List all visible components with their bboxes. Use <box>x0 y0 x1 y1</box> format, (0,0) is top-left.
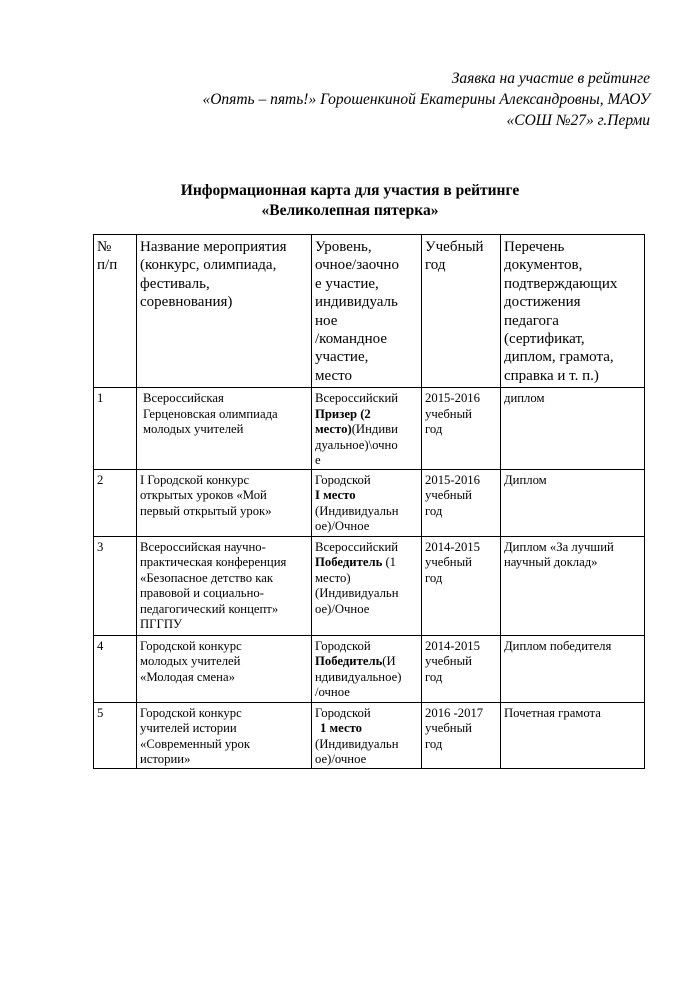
row-num: 1 <box>94 388 137 470</box>
header-line-1: Заявка на участие в рейтинге <box>451 70 650 87</box>
header-line-2: «Опять – пять!» Горошенкиной Екатерины Александровны, МАОУ <box>202 91 650 108</box>
table-row <box>94 536 645 635</box>
row-num: 3 <box>94 536 137 635</box>
table-header-row <box>94 235 645 388</box>
achievements-table <box>93 234 645 769</box>
table-row <box>94 702 645 768</box>
row-level: Всероссийский Призер (2 место)(Индиви дуальное)\очно е <box>312 388 422 470</box>
table-row <box>94 635 645 702</box>
row-event: Всероссийская Герценовская олимпиада молодых учителей <box>137 388 312 470</box>
row-event: I Городской конкурс открытых уроков «Мой первый открытый урок» <box>137 469 312 536</box>
row-level: Городской Победитель(И ндивидуальное) /очное <box>312 635 422 702</box>
title-line-1: Информационная карта для участия в рейтинге <box>180 182 520 199</box>
row-docs: Диплом «За лучший научный доклад» <box>501 536 645 635</box>
row-year: 2014-2015 учебный год <box>422 635 501 702</box>
header-line-3: «СОШ №27» г.Перми <box>506 112 650 129</box>
row-docs: диплом <box>501 388 645 470</box>
row-event: Городской конкурс молодых учителей «Молодая смена» <box>137 635 312 702</box>
header-num: № п/п <box>94 235 137 388</box>
header-docs: Перечень документов, подтверждающих достижения педагога (сертификат, диплом, грамота, справка и т. п.) <box>501 235 645 388</box>
row-num: 5 <box>94 702 137 768</box>
application-header <box>90 68 650 131</box>
table-row <box>94 388 645 470</box>
row-level: Всероссийский Победитель (1 место) (Индивидуальн ое)/Очное <box>312 536 422 635</box>
row-year: 2015-2016 учебный год <box>422 388 501 470</box>
title-line-2: «Великолепная пятерка» <box>261 202 439 219</box>
header-event: Название мероприятия (конкурс, олимпиада, фестиваль, соревнования) <box>137 235 312 388</box>
header-level: Уровень, очное/заочно е участие, индивидуаль ное /командное участие, место <box>312 235 422 388</box>
row-year: 2016 -2017 учебный год <box>422 702 501 768</box>
row-event: Городской конкурс учителей истории «Современный урок истории» <box>137 702 312 768</box>
row-level: Городской I место (Индивидуальн ое)/Очное <box>312 469 422 536</box>
document-title <box>0 181 700 221</box>
table-row <box>94 469 645 536</box>
row-docs: Диплом <box>501 469 645 536</box>
row-event: Всероссийская научно- практическая конференция «Безопасное детство как правовой и социально- педагогический концепт» ПГГПУ <box>137 536 312 635</box>
row-year: 2014-2015 учебный год <box>422 536 501 635</box>
row-docs: Диплом победителя <box>501 635 645 702</box>
row-level: Городской 1 место (Индивидуальн ое)/очное <box>312 702 422 768</box>
row-docs: Почетная грамота <box>501 702 645 768</box>
row-year: 2015-2016 учебный год <box>422 469 501 536</box>
row-num: 4 <box>94 635 137 702</box>
header-year: Учебный год <box>422 235 501 388</box>
row-num: 2 <box>94 469 137 536</box>
